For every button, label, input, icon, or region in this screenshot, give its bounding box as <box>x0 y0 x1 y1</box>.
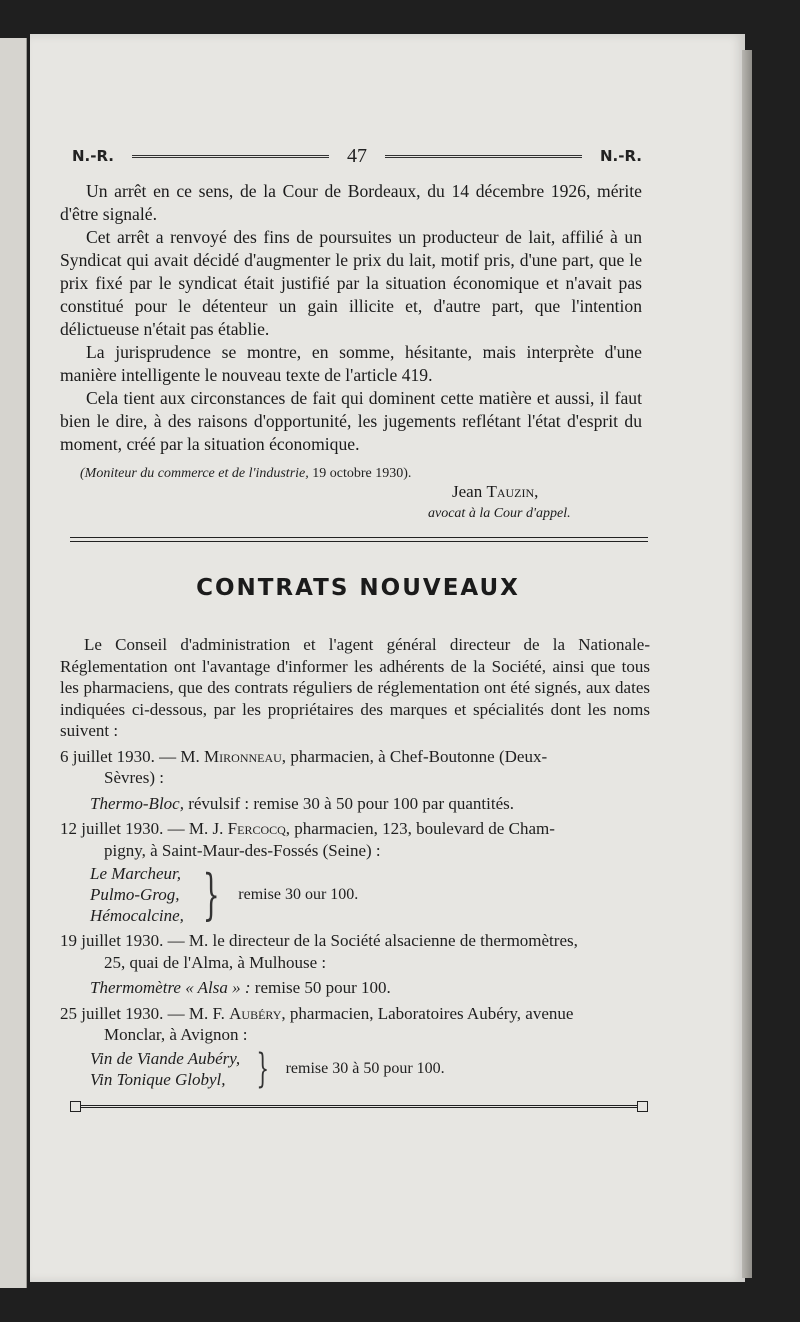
contract-entry <box>60 930 650 999</box>
brace-icon: } <box>202 862 220 926</box>
page-fore-edge <box>742 50 752 1278</box>
contracts-section <box>60 634 650 1090</box>
product-name: Pulmo-Grog, <box>90 885 180 904</box>
entry-product <box>60 793 650 815</box>
contract-entry <box>60 746 650 815</box>
product-name: Thermo-Bloc, <box>90 793 184 813</box>
brace-icon: } <box>256 1045 270 1092</box>
square-ornament-icon <box>70 1101 81 1112</box>
product-terms: remise 50 pour 100. <box>254 978 391 997</box>
entry-heading <box>60 1003 650 1046</box>
entry-date: 12 juillet 1930. — M. J. <box>60 819 224 838</box>
running-header <box>72 145 642 167</box>
header-rule-left <box>132 155 329 158</box>
article-body <box>60 180 642 456</box>
header-rule-right <box>385 155 582 158</box>
contracts-intro: Le Conseil d'administration et l'agent général directeur de la Nationale-Réglementation ont l'avantage d'informer les adhérents de la Société, ainsi que tous les pharmaciens, que des contrats réguliers de réglementation ont été signés, aux dates indiquées ci-dessous, par les propriétaires des marques et spécialités dont les noms suivent : <box>60 635 650 740</box>
entry-name: Aubéry, <box>229 1003 286 1023</box>
paragraph: Cet arrêt a renvoyé des fins de poursuites un producteur de lait, affilié à un Syndicat qui avait décidé d'augmenter le prix du lait, motif pris, d'une part, que le prix fixé par le syndicat était justifié par la situation économique et n'avait pas constitué pour le détenteur un gain illicite et, d'autre part, que l'intention délictueuse n'était pas établie. <box>60 227 642 339</box>
end-ornament-rule <box>70 1100 648 1112</box>
source-title: (Moniteur du commerce et de l'industrie, <box>80 466 309 481</box>
product-list <box>90 863 184 926</box>
page-number: 47 <box>347 144 367 167</box>
product-terms: révulsif : remise 30 à 50 pour 100 par quantités. <box>188 793 514 813</box>
adjacent-page-edge <box>0 38 27 1288</box>
product-name: Vin Tonique Globyl, <box>90 1069 226 1089</box>
author-last-name: Tauzin, <box>486 482 539 501</box>
entry-address: pharmacien, à Chef-Boutonne (Deux- <box>290 746 548 766</box>
entry-date: 25 juillet 1930. — M. F. <box>60 1003 225 1023</box>
product-terms: remise 30 à 50 pour 100. <box>285 1059 445 1077</box>
entry-heading <box>60 746 650 789</box>
entry-name: Mironneau, <box>204 746 287 766</box>
entry-address-cont: Monclar, à Avignon : <box>104 1025 248 1044</box>
author-role: avocat à la Cour d'appel. <box>428 506 571 521</box>
entry-date: 19 juillet 1930. — M. le directeur de la Société alsacienne de thermomètres, <box>60 931 578 950</box>
signature <box>400 482 640 522</box>
entry-address-cont: 25, quai de l'Alma, à Mulhouse : <box>104 952 327 972</box>
product-group <box>60 863 650 926</box>
author-first-name: Jean <box>452 482 483 501</box>
paragraph: Cela tient aux circonstances de fait qui dominent cette matière et aussi, il faut bien le dire, à des raisons d'opportunité, les jugements reflétant l'état d'esprit du moment, créé par la situation économique. <box>60 388 642 454</box>
entry-address-cont: Sèvres) : <box>104 768 164 787</box>
source-citation <box>80 466 640 482</box>
entry-heading <box>60 818 650 861</box>
product-group <box>60 1045 650 1092</box>
header-right: N.-R. <box>599 147 642 165</box>
square-ornament-icon <box>637 1101 648 1112</box>
product-terms: remise 30 our 100. <box>238 885 359 903</box>
section-divider <box>70 537 648 542</box>
paragraph: La jurisprudence se montre, en somme, hésitante, mais interprète d'une manière intelligente le nouveau texte de l'article 419. <box>60 342 642 385</box>
paragraph: Un arrêt en ce sens, de la Cour de Bordeaux, du 14 décembre 1926, mérite d'être signalé. <box>60 181 642 224</box>
author-name <box>452 482 640 502</box>
entry-address: pharmacien, 123, boulevard de Cham- <box>294 819 555 838</box>
entry-address: pharmacien, Laboratoires Aubéry, avenue <box>289 1003 574 1023</box>
entry-address-cont: pigny, à Saint-Maur-des-Fossés (Seine) : <box>104 840 381 860</box>
product-name: Le Marcheur, <box>90 864 181 883</box>
product-name: Thermomètre « Alsa » : <box>90 978 251 997</box>
entry-name: Fercocq, <box>227 819 291 838</box>
contract-entry <box>60 1003 650 1090</box>
section-title: CONTRATS NOUVEAUX <box>196 575 520 601</box>
header-left: N.-R. <box>72 147 115 165</box>
source-date: 19 octobre 1930). <box>312 466 412 481</box>
contract-entry <box>60 818 650 926</box>
double-rule <box>81 1105 637 1108</box>
entry-heading <box>60 930 650 973</box>
product-list <box>90 1048 240 1090</box>
product-name: Hémocalcine, <box>90 906 184 925</box>
entry-product <box>60 977 650 999</box>
entry-date: 6 juillet 1930. — M. <box>60 746 200 766</box>
product-name: Vin de Viande Aubéry, <box>90 1048 241 1068</box>
